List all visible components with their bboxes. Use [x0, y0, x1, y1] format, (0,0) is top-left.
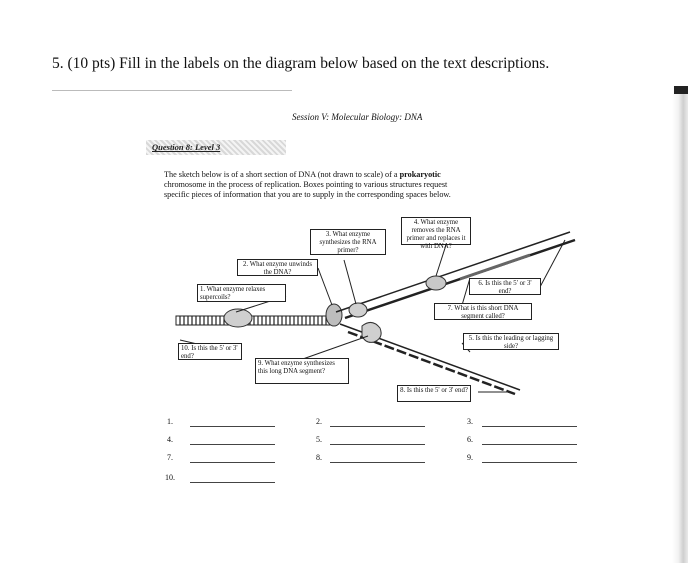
intro-line-3: specific pieces of information that you are to supply in the corresponding spaces below.	[164, 190, 451, 199]
helicase-shape	[326, 304, 342, 326]
intro-bold-word: prokaryotic	[399, 170, 441, 179]
answer-line-9[interactable]	[482, 462, 577, 463]
answer-label-1: 1.	[167, 417, 173, 426]
session-heading: Session V: Molecular Biology: DNA	[292, 112, 423, 122]
answer-line-10[interactable]	[190, 482, 275, 483]
answer-label-8: 8.	[316, 453, 322, 462]
box-5: 5. Is this the leading or lagging side?	[463, 333, 559, 350]
answer-line-7[interactable]	[190, 462, 275, 463]
answer-label-3: 3.	[467, 417, 473, 426]
answer-line-5[interactable]	[330, 444, 425, 445]
dna-polymerase-i-shape	[426, 276, 446, 290]
answer-label-6: 6.	[467, 435, 473, 444]
box-6: 6. Is this the 5' or 3' end?	[469, 278, 541, 295]
box-8: 8. Is this the 5' or 3' end?	[397, 385, 471, 402]
answer-line-2[interactable]	[330, 426, 425, 427]
box-3: 3. What enzyme synthesizes the RNA primer?	[310, 229, 386, 255]
answer-label-7: 7.	[167, 453, 173, 462]
answer-label-10: 10.	[165, 473, 175, 482]
answer-label-5: 5.	[316, 435, 322, 444]
answer-line-3[interactable]	[482, 426, 577, 427]
box-10: 10. Is this the 5' or 3' end?	[178, 343, 242, 360]
question-title: 5. (10 pts) Fill in the labels on the diagram below based on the text descriptions.	[52, 55, 550, 72]
intro-line-1-text: The sketch below is of a short section of DNA (not drawn to scale) of a	[164, 170, 398, 179]
answer-label-2: 2.	[316, 417, 322, 426]
box-7: 7. What is this short DNA segment called?	[434, 303, 532, 320]
answer-line-4[interactable]	[190, 444, 275, 445]
box-1: 1. What enzyme relaxes supercoils?	[197, 284, 286, 302]
box-9: 9. What enzyme synthesizes this long DNA segment?	[255, 358, 349, 384]
answer-line-1[interactable]	[190, 426, 275, 427]
answer-line-6[interactable]	[482, 444, 577, 445]
question-level-label: Question 8: Level 3	[152, 142, 221, 152]
answer-line-8[interactable]	[330, 462, 425, 463]
primase-shape	[349, 303, 367, 317]
dna-polymerase-iii-shape	[362, 322, 381, 342]
box-4: 4. What enzyme removes the RNA primer and replaces it with DNA?	[401, 217, 471, 245]
intro-line-2: chromosome in the process of replication. Boxes pointing to various structures request	[164, 180, 448, 189]
answer-label-9: 9.	[467, 453, 473, 462]
box-2: 2. What enzyme unwinds the DNA?	[237, 259, 318, 276]
answer-label-4: 4.	[167, 435, 173, 444]
parental-dna	[176, 316, 331, 325]
